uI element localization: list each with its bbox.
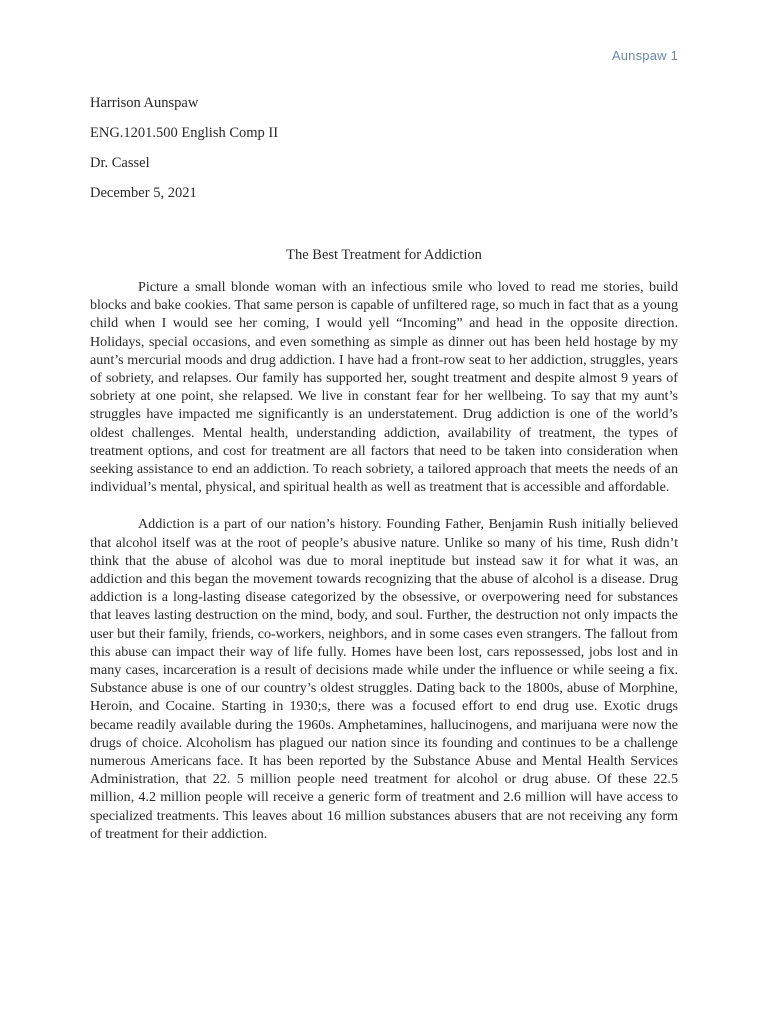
essay-title: The Best Treatment for Addiction <box>286 247 482 263</box>
essay-date: December 5, 2021 <box>90 185 197 201</box>
mla-heading <box>90 93 690 213</box>
body-paragraph: Picture a small blonde woman with an infectious smile who loved to read me stories, build blocks and bake cookies. That same person is capable of unfiltered rage, so much in fact that as a young child when I would see her coming, I would yell “Incoming” and head in the opposite direction. Holidays, special occasions, and even something as simple as dinner out has been held hostage by my aunt’s mercurial moods and drug addiction. I have had a front-row seat to her addiction, struggles, years of sobriety, and relapses. Our family has supported her, sought treatment and despite almost 9 years of sobriety at one point, she relapsed. We live in constant fear for her wellbeing. To say that my aunt’s struggles have impacted me significantly is an understatement. Drug addiction is one of the world’s oldest challenges. Mental health, understanding addiction, availability of treatment, the types of treatment options, and cost for treatment are all factors that need to be taken into consideration when seeking assistance to end an addiction. To reach sobriety, a tailored approach that meets the needs of an individual’s mental, physical, and spiritual health as well as treatment that is accessible and affordable. <box>90 279 678 496</box>
instructor-name: Dr. Cassel <box>90 155 150 171</box>
author-name: Harrison Aunspaw <box>90 95 199 111</box>
body-paragraph: Addiction is a part of our nation’s history. Founding Father, Benjamin Rush initially believed that alcohol itself was at the root of people’s abusive nature. Unlike so many of his time, Rush didn’t think that the abuse of alcohol was due to moral ineptitude but instead saw it for what it was, an addiction and this began the movement towards recognizing that the abuse of alcohol is a disease. Drug addiction is a long-lasting disease categorized by the obsessive, or overpowering need for substances that leaves lasting destruction on the mind, body, and soul. Further, the destruction not only impacts the user but their family, friends, co-workers, neighbors, and in some cases even strangers. The fallout from this abuse can impact their way of life fully. Homes have been lost, cars repossessed, jobs lost and in many cases, incarceration is a result of decisions made while under the influence or while seeing a fix. Substance abuse is one of our country’s oldest struggles. Dating back to the 1800s, abuse of Morphine, Heroin, and Cocaine. Starting in 1930;s, there was a focused effort to end drug use. Exotic drugs became readily available during the 1960s. Amphetamines, hallucinogens, and marijuana were now the drugs of choice. Alcoholism has plagued our nation since its founding and continues to be a challenge numerous Americans face. It has been reported by the Substance Abuse and Mental Health Services Administration, that 22. 5 million people need treatment for alcohol or drug abuse. Of these 22.5 million, 4.2 million people will receive a generic form of treatment and 2.6 million will have access to specialized treatments. This leaves about 16 million substances abusers that are not receiving any form of treatment for their addiction. <box>90 516 678 842</box>
essay-body <box>90 278 678 843</box>
course-name: ENG.1201.500 English Comp II <box>90 125 279 141</box>
running-header-page-label: Aunspaw 1 <box>611 48 678 63</box>
